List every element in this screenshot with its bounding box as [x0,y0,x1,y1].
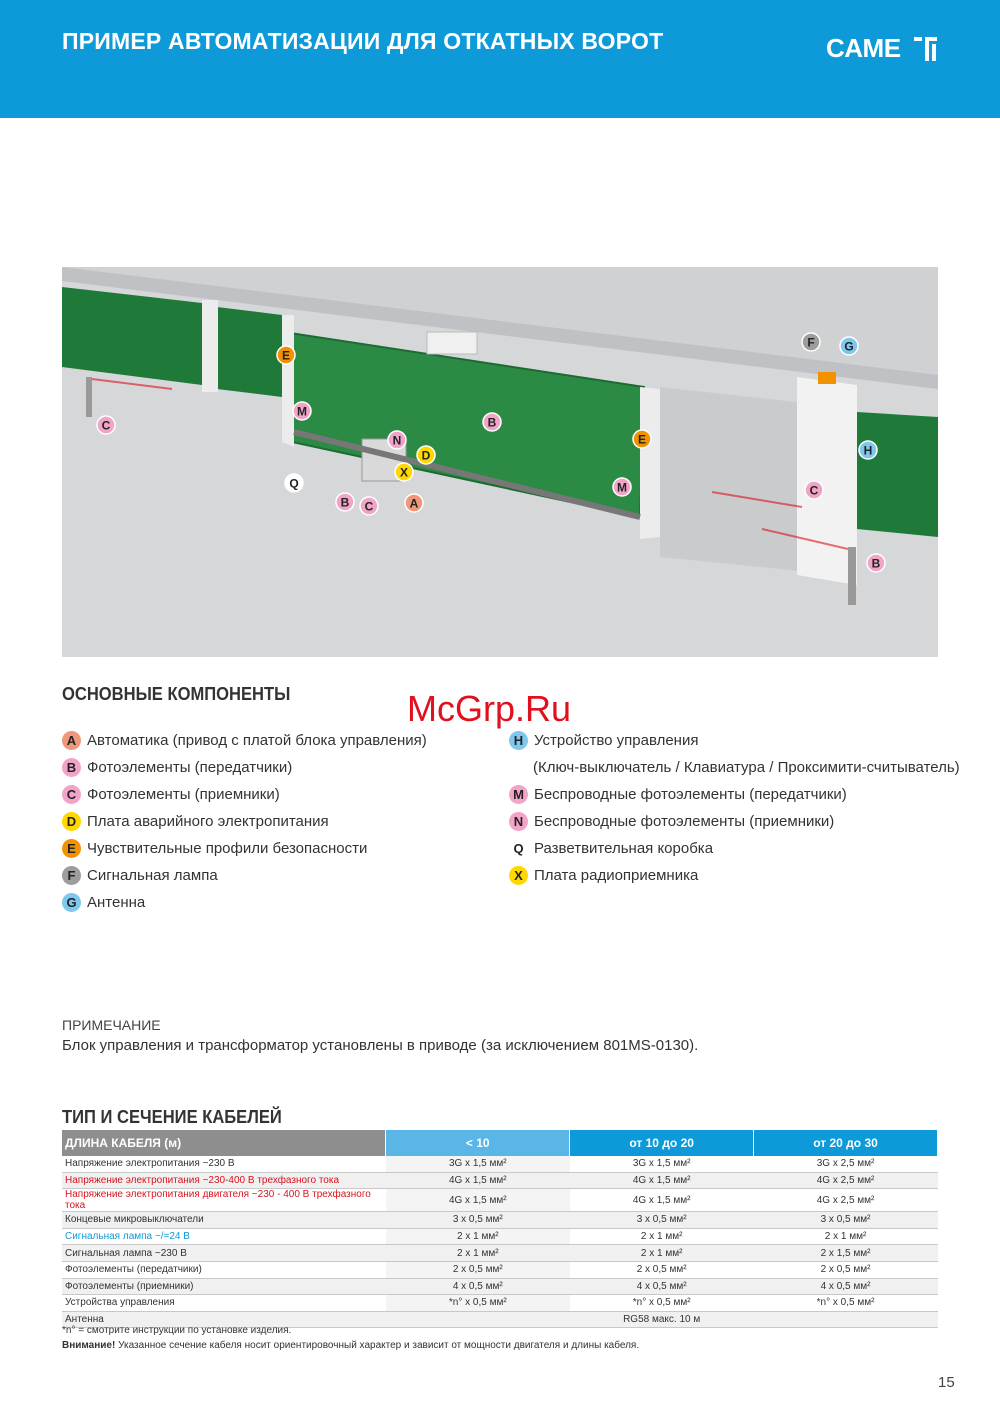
badge-d: D [62,812,81,831]
component-m [509,784,847,804]
table-header-row [62,1130,938,1156]
table-row [62,1295,938,1312]
row-label: Напряжение электропитания двигателя ~230 - 400 В трехфазного тока [62,1189,386,1212]
callout-c [360,497,378,515]
badge-f: F [62,866,81,885]
component-text: Чувствительные профили безопасности [87,839,368,857]
cell: 2 x 1 мм² [570,1245,754,1262]
cell: 3 x 0,5 мм² [570,1212,754,1229]
table-row [62,1212,938,1229]
component-text: (Ключ-выключатель / Клавиатура / Проксимити-считыватель) [533,758,960,776]
cell: 4 x 0,5 мм² [386,1278,570,1295]
cell: 2 x 0,5 мм² [754,1261,938,1278]
table-row [62,1261,938,1278]
row-label: Фотоэлементы (передатчики) [62,1261,386,1278]
warning-note [62,1340,639,1351]
badge-x: X [509,866,528,885]
cell: 3G x 1,5 мм² [386,1156,570,1172]
callout-g [840,337,858,355]
svg-text:N: N [392,433,402,448]
component-text: Антенна [87,893,146,911]
component-x [509,865,698,885]
svg-text:M: M [617,480,627,495]
table-row [62,1228,938,1245]
cell: RG58 макс. 10 м [386,1311,938,1328]
watermark: McGrp.Ru [407,688,572,729]
svg-text:G: G [844,339,854,354]
cell: 4G x 1,5 мм² [386,1189,570,1212]
component-h-details [533,757,960,777]
page-title: ПРИМЕР АВТОМАТИЗАЦИИ ДЛЯ ОТКАТНЫХ ВОРОТ [62,28,664,54]
header-cable-length: ДЛИНА КАБЕЛЯ (м) [62,1130,386,1156]
components-list-left [62,730,502,920]
svg-text:F: F [807,335,815,350]
note-label: ПРИМЕЧАНИЕ [62,1017,161,1033]
cell: 2 x 0,5 мм² [386,1261,570,1278]
component-text: Устройство управления [534,731,699,749]
badge-b: B [62,758,81,777]
cell: 4G x 1,5 мм² [570,1172,754,1189]
cables-title: ТИП И СЕЧЕНИЕ КАБЕЛЕЙ [62,1107,282,1127]
callout-b [336,493,354,511]
component-text: Фотоэлементы (приемники) [87,785,280,803]
came-logo-mark-icon [912,34,942,64]
cell: 3G x 2,5 мм² [754,1156,938,1172]
cell: 4G x 1,5 мм² [386,1172,570,1189]
cell: 2 x 0,5 мм² [570,1261,754,1278]
page-number: 15 [938,1374,955,1391]
svg-text:D: D [421,448,431,463]
cell: 2 x 1,5 мм² [754,1245,938,1262]
callout-n [388,431,406,449]
cell: 3G x 1,5 мм² [570,1156,754,1172]
component-text: Фотоэлементы (передатчики) [87,758,293,776]
callout-d [417,446,435,464]
badge-m: M [509,785,528,804]
callout-m [293,402,311,420]
cell: 2 x 1 мм² [754,1228,938,1245]
cell: 4G x 2,5 мм² [754,1189,938,1212]
svg-text:B: B [340,495,350,510]
components-list-right [509,730,960,900]
component-g [62,892,145,912]
svg-text:B: B [487,415,497,430]
svg-text:E: E [281,348,291,363]
cell: *n° x 0,5 мм² [570,1295,754,1312]
row-label: Устройства управления [62,1295,386,1312]
cell: 2 x 1 мм² [386,1245,570,1262]
cell: 4 x 0,5 мм² [570,1278,754,1295]
row-label: Фотоэлементы (приемники) [62,1278,386,1295]
svg-text:H: H [863,443,873,458]
header-lt-10: < 10 [386,1130,570,1156]
component-a [62,730,427,750]
table-row [62,1245,938,1262]
badge-a: A [62,731,81,750]
row-label: Концевые микровыключатели [62,1212,386,1229]
cell: *n° x 0,5 мм² [386,1295,570,1312]
svg-text:A: A [409,496,419,511]
cell: 4G x 1,5 мм² [570,1189,754,1212]
callout-e [633,430,651,448]
callout-a [405,494,423,512]
header-20-30: от 20 до 30 [754,1130,938,1156]
component-c [62,784,280,804]
table-row [62,1172,938,1189]
cell: 3 x 0,5 мм² [754,1212,938,1229]
callout-c [97,416,115,434]
callout-h [859,441,877,459]
callout-x [395,463,413,481]
table-row [62,1278,938,1295]
svg-text:E: E [637,432,647,447]
row-label: Сигнальная лампа ~/=24 В [62,1228,386,1245]
component-text: Плата аварийного электропитания [87,812,329,830]
badge-g: G [62,893,81,912]
component-q [509,838,713,858]
cell: 2 x 1 мм² [570,1228,754,1245]
component-text: Сигнальная лампа [87,866,218,884]
callout-b [483,413,501,431]
badge-q: Q [509,839,528,858]
callout-f [802,333,820,351]
component-text: Беспроводные фотоэлементы (приемники) [534,812,835,830]
svg-text:C: C [101,418,111,433]
component-n [509,811,834,831]
cell: 4G x 2,5 мм² [754,1172,938,1189]
badge-e: E [62,839,81,858]
callout-q [285,474,303,492]
badge-h: H [509,731,528,750]
warning-label: Внимание! [62,1340,116,1351]
svg-text:M: M [297,404,307,419]
svg-text:B: B [871,556,881,571]
badge-c: C [62,785,81,804]
svg-text:C: C [364,499,374,514]
callout-c [805,481,823,499]
component-f [62,865,218,885]
table-row [62,1156,938,1172]
cell: *n° x 0,5 мм² [754,1295,938,1312]
cell: 4 x 0,5 мм² [754,1278,938,1295]
callout-m [613,478,631,496]
components-title: ОСНОВНЫЕ КОМПОНЕНТЫ [62,684,291,704]
callout-e [277,346,295,364]
badge-n: N [509,812,528,831]
header-10-20: от 10 до 20 [570,1130,754,1156]
row-label: Напряжение электропитания ~230 В [62,1156,386,1172]
cell: 2 x 1 мм² [386,1228,570,1245]
cell: 3 x 0,5 мм² [386,1212,570,1229]
component-h [509,730,698,750]
component-d [62,811,329,831]
component-text: Разветвительная коробка [534,839,714,857]
component-b [62,757,292,777]
row-label: Сигнальная лампа ~230 В [62,1245,386,1262]
component-text: Плата радиоприемника [534,866,699,884]
footnote: *n° = смотрите инструкции по установке изделия. [62,1325,292,1336]
gate-automation-illustration [62,267,938,657]
row-label: Напряжение электропитания ~230-400 В трехфазного тока [62,1172,386,1189]
table-row [62,1189,938,1212]
svg-text:C: C [809,483,819,498]
came-logo: CAME [826,33,901,63]
warning-text: Указанное сечение кабеля носит ориентировочный характер и зависит от мощности двигателя и длины кабеля. [115,1340,640,1351]
row-label: Антенна [62,1311,386,1328]
component-text: Беспроводные фотоэлементы (передатчики) [534,785,847,803]
callout-b [867,554,885,572]
cables-table [62,1130,938,1328]
svg-text:Q: Q [289,476,299,491]
component-e [62,838,367,858]
component-text: Автоматика (привод с платой блока управления) [87,731,427,749]
page-header [0,0,1000,118]
note-text: Блок управления и трансформатор установлены в приводе (за исключением 801MS-0130). [62,1037,699,1054]
svg-text:X: X [399,465,409,480]
